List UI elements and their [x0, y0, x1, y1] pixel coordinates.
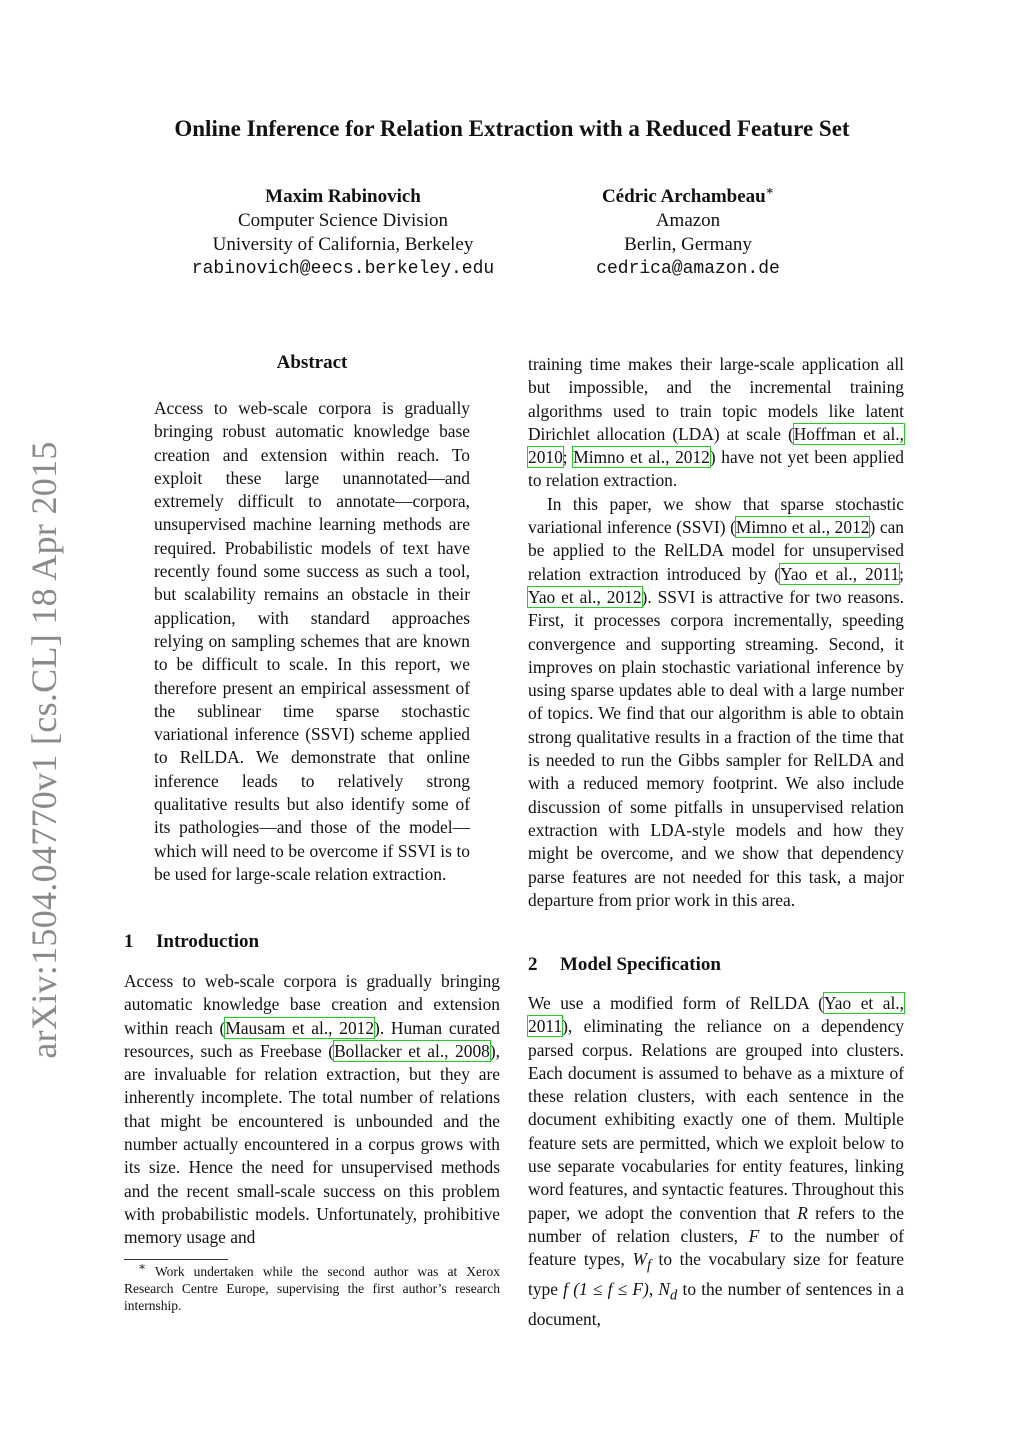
paper-title: Online Inference for Relation Extraction with a Reduced Feature Set [174, 116, 850, 141]
math-symbol: F [748, 1225, 760, 1246]
citation-link[interactable]: Yao et al., 2011 [780, 563, 900, 584]
text-run: In this paper, we show that sparse stochastic variational inference (SSVI) ( [528, 493, 904, 538]
abstract-body: Access to web-scale corpora is gradually bringing robust automatic knowledge base creation and extension within reach. To exploit these large unannotated—and extremely difficult to annotate—corpora, unsupervised machine learning methods are required. Probabilistic models of text have recently found some success as such a tool, but scalability remains an obstacle in their application, with standard approaches relying on sampling schemes that are known to be difficult to scale. In this report, we therefore present an empirical assessment of the sublinear time sparse stochastic variational inference (SSVI) scheme applied to RelLDA. We demonstrate that online inference leads to relatively strong qualitative results but also identify some of its pathologies—and those of the model—which will need to be overcome if SSVI is to be used for large-scale relation extraction. [154, 398, 470, 884]
text-run: , [648, 1279, 659, 1300]
citation-link[interactable]: Mausam et al., 2012 [225, 1017, 375, 1038]
footnote-text: Work undertaken while the second author was at Xerox Research Centre Europe, supervising the first author’s research internship. [124, 1264, 500, 1313]
abstract-heading: Abstract [276, 352, 348, 373]
text-run: ). SSVI is attractive for two reasons. First, it processes corpora incrementally, speeding convergence and supporting streaming. Second, it improves on plain stochastic variational inference by using sparse updates able to deal with a large number of topics. We find that our algorithm is able to obtain strong qualitative results in a fraction of the time that is needed to run the Gibbs sampler for RelLDA and with a reduced memory footprint. We also include discussion of some pitfalls in unsupervised relation extraction with LDA-style models and how they might be overcome, and we show that dependency parse features are not needed for this task, a major departure from prior work in this area. [528, 586, 904, 910]
text-run: ). Human curated resources, such as Freebase ( [124, 1017, 501, 1061]
citation-link[interactable]: Bollacker et al., 2008 [334, 1040, 490, 1061]
arxiv-stamp-text: arXiv:1504.04770v1 [cs.CL] 18 Apr 2015 [24, 441, 64, 1059]
text-run: to the number of sentences in a document, [528, 1279, 904, 1329]
author-email: cedrica@amazon.de [596, 259, 780, 279]
paragraph [528, 992, 904, 1331]
section-title: Introduction [156, 931, 260, 952]
paragraph [124, 970, 500, 1250]
author-affiliation: Amazon [655, 210, 721, 231]
author-affiliation: Computer Science Division [237, 210, 449, 231]
citation-link[interactable]: Mimno et al., 2012 [573, 447, 710, 468]
footnote [124, 1259, 500, 1314]
footnote-marker: ∗ [138, 1259, 147, 1274]
author-name: Maxim Rabinovich [265, 186, 421, 207]
text-run: ; [562, 447, 574, 468]
author-name-text: Cédric Archambeau [601, 186, 766, 207]
text-run: to the number of feature types, [528, 1225, 904, 1270]
math-expression: f (1 ≤ f ≤ F) [563, 1279, 649, 1300]
text-run: refers to the number of relation clusters, [528, 1202, 904, 1246]
math-subscript: d [670, 1287, 678, 1304]
citation-link[interactable]: Yao et al., 2011 [528, 993, 905, 1037]
math-symbol: N [658, 1279, 671, 1300]
citation-link[interactable]: Mimno et al., 2012 [735, 517, 870, 538]
text-run: ; [899, 563, 904, 584]
section-heading-model-specification [528, 954, 721, 976]
author-name [560, 185, 816, 209]
text-run: training time makes their large-scale application all but impossible, and the incremental training algorithms used to train topic models like latent Dirichlet allocation (LDA) at scale ( [528, 354, 904, 444]
paragraph [528, 353, 904, 493]
text-run: ) can be applied to the RelLDA model for unsupervised relation extraction introduced by ( [528, 517, 904, 584]
author-affiliation: University of California, Berkeley [212, 234, 474, 255]
text-run: We use a modified form of RelLDA ( [528, 993, 824, 1013]
text-run: Access to web-scale corpora is gradually bringing automatic knowledge base creation and extension within reach ( [124, 971, 500, 1038]
math-subscript: f [646, 1257, 651, 1274]
introduction-continued [528, 353, 904, 912]
math-symbol: W [632, 1249, 647, 1270]
citation-link[interactable]: Hoffman et al., 2010 [528, 423, 904, 468]
math-symbol: R [797, 1202, 808, 1223]
text-run: ), are invaluable for relation extraction, but they are inherently incomplete. The total number of relations that might be encountered is unbounded and the number actually encountered in a corpus grows with its size. Hence the need for unsupervised methods and the recent small-scale success on this problem with probabilistic models. Unfortunately, prohibitive memory usage and [124, 1040, 500, 1248]
section-heading-introduction [124, 931, 259, 953]
section-title: Model Specification [560, 954, 721, 975]
paragraph [528, 493, 904, 912]
model-specification-body [528, 992, 904, 1331]
author-email: rabinovich@eecs.berkeley.edu [191, 259, 495, 279]
text-run: to the vocabulary size for feature type [528, 1249, 904, 1300]
footnote-marker: ∗ [765, 183, 775, 198]
section-number: 1 [124, 931, 134, 952]
author-block-2 [560, 185, 816, 281]
author-block-1 [172, 185, 514, 281]
text-run: ), eliminating the reliance on a dependency parsed corpus. Relations are grouped into clusters. Each document is assumed to behave as a mixture of these relation clusters, with each sentence in the document exhibiting exactly one of them. Multiple feature sets are permitted, which we exploit below to use separate vocabularies for entity features, linking word features, and syntactic features. Throughout this paper, we adopt the convention that [528, 1016, 904, 1223]
introduction-body [124, 970, 500, 1250]
citation-link[interactable]: Yao et al., 2012 [528, 586, 642, 607]
text-run: ) have not yet been applied to relation extraction. [528, 447, 905, 491]
author-affiliation: Berlin, Germany [624, 234, 752, 255]
section-number: 2 [528, 954, 538, 975]
